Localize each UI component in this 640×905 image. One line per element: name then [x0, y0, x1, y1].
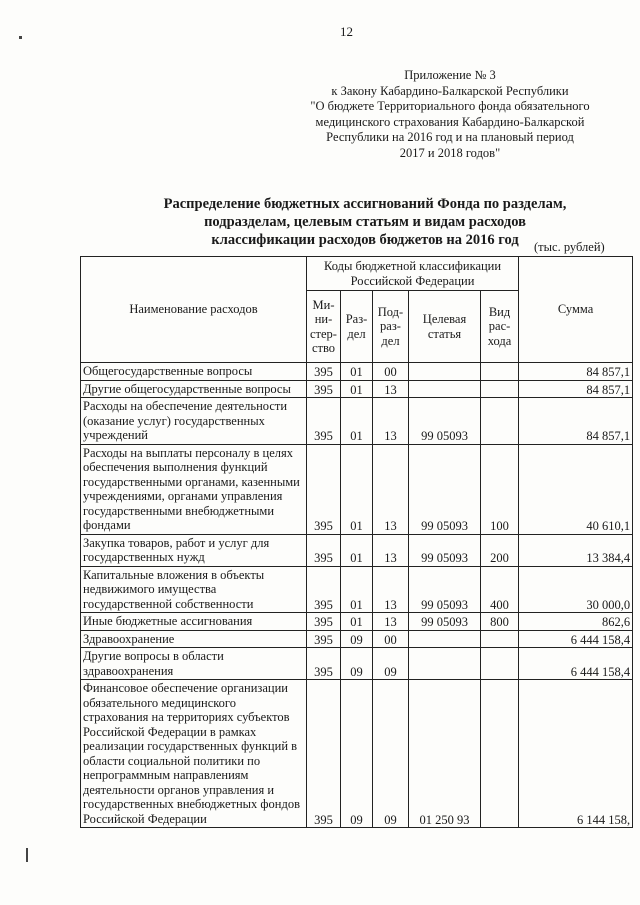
row-section: 09 — [341, 680, 373, 828]
table-row — [81, 680, 633, 828]
header-subsection: Под-раз-дел — [373, 291, 409, 363]
row-amount: 84 857,1 — [519, 398, 633, 445]
row-type: 100 — [481, 444, 519, 534]
row-name: Закупка товаров, работ и услуг для государственных нужд — [81, 534, 307, 566]
row-ministry: 395 — [307, 648, 341, 680]
row-ministry: 395 — [307, 380, 341, 398]
row-subsection: 13 — [373, 398, 409, 445]
row-amount: 13 384,4 — [519, 534, 633, 566]
row-section: 01 — [341, 363, 373, 381]
budget-table — [80, 256, 633, 828]
row-target: 99 05093 — [409, 613, 481, 631]
row-type — [481, 648, 519, 680]
row-amount: 84 857,1 — [519, 363, 633, 381]
row-ministry: 395 — [307, 444, 341, 534]
row-name: Расходы на выплаты персоналу в целях обеспечения выполнения функций государственными органами, казенными учреждениями, органами управления государственными внебюджетными фондами — [81, 444, 307, 534]
scan-mark — [19, 36, 22, 39]
title-line: подразделам, целевым статьям и видам расходов — [204, 214, 526, 230]
row-amount: 6 444 158,4 — [519, 630, 633, 648]
row-section: 09 — [341, 630, 373, 648]
row-ministry: 395 — [307, 630, 341, 648]
appendix-line: Республики на 2016 год и на плановый период — [326, 130, 574, 144]
row-subsection: 13 — [373, 566, 409, 613]
row-name: Капитальные вложения в объекты недвижимого имущества государственной собственности — [81, 566, 307, 613]
row-type — [481, 363, 519, 381]
header-section: Раз-дел — [341, 291, 373, 363]
header-ministry: Ми-ни-стер-ство — [307, 291, 341, 363]
table-row — [81, 613, 633, 631]
row-section: 01 — [341, 534, 373, 566]
row-type: 400 — [481, 566, 519, 613]
table-row — [81, 534, 633, 566]
row-type — [481, 680, 519, 828]
row-type: 200 — [481, 534, 519, 566]
row-target: 99 05093 — [409, 444, 481, 534]
row-ministry: 395 — [307, 398, 341, 445]
row-target: 99 05093 — [409, 566, 481, 613]
row-type: 800 — [481, 613, 519, 631]
row-subsection: 09 — [373, 680, 409, 828]
row-amount: 84 857,1 — [519, 380, 633, 398]
title-line: классификации расходов бюджетов на 2016 год — [211, 232, 519, 248]
row-target — [409, 363, 481, 381]
row-name: Здравоохранение — [81, 630, 307, 648]
scan-mark — [26, 848, 28, 862]
row-subsection: 13 — [373, 380, 409, 398]
table-row — [81, 444, 633, 534]
row-target: 01 250 93 — [409, 680, 481, 828]
row-target — [409, 380, 481, 398]
units-label: (тыс. рублей) — [534, 240, 605, 254]
row-name: Расходы на обеспечение деятельности (оказание услуг) государственных учреждений — [81, 398, 307, 445]
row-target: 99 05093 — [409, 398, 481, 445]
row-amount: 40 610,1 — [519, 444, 633, 534]
row-subsection: 13 — [373, 613, 409, 631]
row-name: Другие вопросы в области здравоохранения — [81, 648, 307, 680]
appendix-line: 2017 и 2018 годов" — [399, 145, 501, 160]
table-row — [81, 566, 633, 613]
row-ministry: 395 — [307, 566, 341, 613]
header-expense-type: Вид рас-хода — [481, 291, 519, 363]
table-row — [81, 648, 633, 680]
row-ministry: 395 — [307, 613, 341, 631]
row-target — [409, 648, 481, 680]
row-section: 01 — [341, 613, 373, 631]
row-name: Финансовое обеспечение организации обязательного медицинского страхования на территориях субъектов Российской Федерации в рамках реализации государственных функций в области социальной политики по непрограммным направлениям деятельности органов управления и государственных внебюджетных фондов Российской Федерации — [81, 680, 307, 828]
row-name: Другие общегосударственные вопросы — [81, 380, 307, 398]
row-section: 01 — [341, 444, 373, 534]
row-section: 01 — [341, 566, 373, 613]
header-name: Наименование расходов — [81, 257, 307, 363]
appendix-header — [300, 68, 600, 161]
table-row — [81, 380, 633, 398]
row-target: 99 05093 — [409, 534, 481, 566]
row-subsection: 13 — [373, 444, 409, 534]
appendix-line: медицинского страхования Кабардино-Балкарской — [315, 114, 585, 129]
row-ministry: 395 — [307, 680, 341, 828]
row-amount: 6 144 158, — [519, 680, 633, 828]
row-target — [409, 630, 481, 648]
row-amount: 862,6 — [519, 613, 633, 631]
row-type — [481, 630, 519, 648]
row-subsection: 00 — [373, 363, 409, 381]
row-section: 01 — [341, 398, 373, 445]
row-ministry: 395 — [307, 534, 341, 566]
header-amount: Сумма — [519, 257, 633, 363]
row-section: 01 — [341, 380, 373, 398]
appendix-line: Приложение № 3 — [404, 68, 496, 82]
row-amount: 30 000,0 — [519, 566, 633, 613]
table-row — [81, 363, 633, 381]
table-row — [81, 630, 633, 648]
page-number: 12 — [340, 24, 353, 39]
row-name: Иные бюджетные ассигнования — [81, 613, 307, 631]
row-subsection: 09 — [373, 648, 409, 680]
row-subsection: 00 — [373, 630, 409, 648]
row-section: 09 — [341, 648, 373, 680]
document-title — [130, 195, 600, 249]
title-line: Распределение бюджетных ассигнований Фонда по разделам, — [163, 196, 567, 212]
row-type — [481, 380, 519, 398]
table-row — [81, 398, 633, 445]
appendix-line: к Закону Кабардино-Балкарской Республики — [331, 83, 569, 98]
row-name: Общегосударственные вопросы — [81, 363, 307, 381]
row-type — [481, 398, 519, 445]
header-codes-group: Коды бюджетной классификации Российской Федерации — [307, 257, 519, 291]
row-subsection: 13 — [373, 534, 409, 566]
appendix-line: "О бюджете Территориального фонда обязательного — [310, 99, 590, 113]
header-target: Целевая статья — [409, 291, 481, 363]
row-amount: 6 444 158,4 — [519, 648, 633, 680]
row-ministry: 395 — [307, 363, 341, 381]
